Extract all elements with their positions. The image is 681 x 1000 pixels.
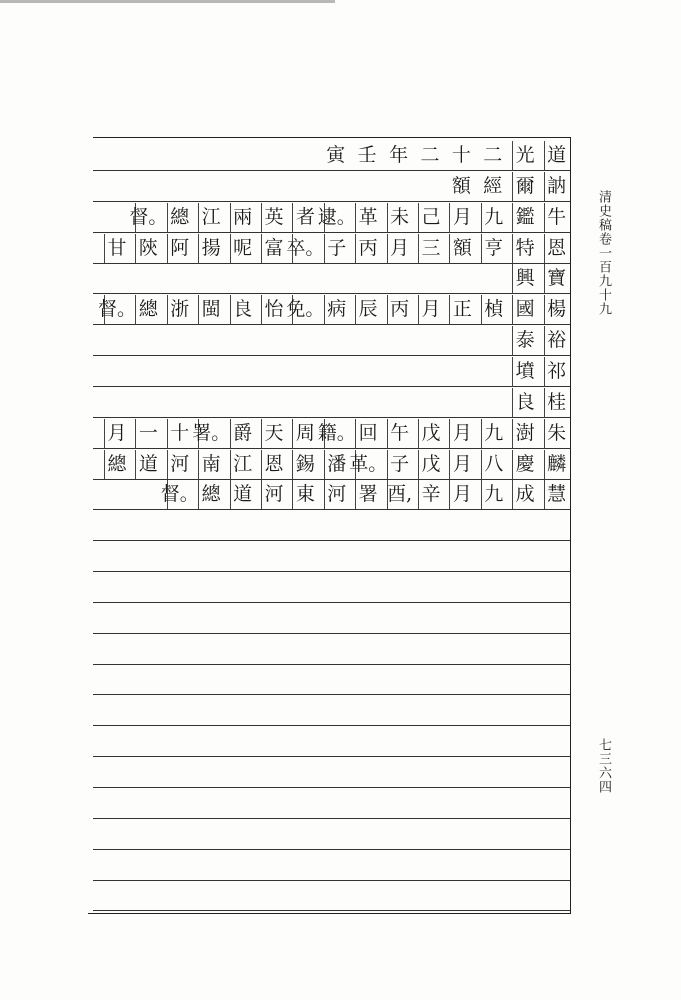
table-cell-char: 墳 (512, 357, 537, 386)
table-cell-char: 阿 (167, 234, 192, 263)
table-cell-char: 壬 (357, 144, 377, 166)
table-cell-char: 亨 (481, 234, 506, 263)
table-cell-char: 良 (512, 388, 537, 417)
table-row (93, 604, 571, 634)
table-cell-char: 祁 (544, 357, 569, 386)
table-row (93, 172, 571, 202)
page-number: 七三六四 (596, 738, 611, 794)
table-cell-char: 二 (483, 144, 503, 166)
table-cell-char: 酉, (387, 480, 412, 509)
table-cell-char: 籍。 (324, 419, 349, 448)
table-cell-char: 楊 (544, 295, 569, 324)
table-row (93, 450, 571, 480)
table-cell-char: 總 (167, 203, 192, 232)
table-cell-char: 富 (261, 234, 286, 263)
table-cell-char: 澍 (512, 419, 537, 448)
table-cell-char: 回 (355, 419, 380, 448)
table-cell-char: 八 (481, 450, 506, 479)
table-cell-char: 閩 (198, 295, 223, 324)
table-cell-char: 寅 (326, 144, 346, 166)
table-cell-char: 揚 (198, 234, 223, 263)
table-cell-char: 戊 (418, 450, 443, 479)
table-cell-char: 革 (355, 203, 380, 232)
table-cell-char: 正 (449, 295, 474, 324)
table-cell-char: 辰 (355, 295, 380, 324)
table-cell-char: 爾 (512, 172, 537, 201)
table-row (93, 573, 571, 603)
table-cell-char: 署 (355, 480, 380, 509)
table-cell-char: 道 (230, 480, 255, 509)
table-cell-char: 成 (512, 480, 537, 509)
table-cell-char: 者 (292, 203, 317, 232)
table-cell-char: 免。 (292, 295, 317, 324)
table-cell-char: 潘 (324, 450, 349, 479)
table-cell-char: 督。 (167, 480, 192, 509)
table-row (93, 326, 571, 356)
table-cell-char: 卒。 (292, 234, 317, 263)
table-cell-char: 麟 (544, 450, 569, 479)
table-cell-char: 丙 (355, 234, 380, 263)
table-cell-char: 朱 (544, 419, 569, 448)
table-cell-char: 己 (418, 203, 443, 232)
table-cell-char: 總 (135, 295, 160, 324)
table-row (93, 635, 571, 665)
table-cell-char: 道 (135, 450, 160, 479)
table-cell-char: 怡 (261, 295, 286, 324)
table-row (93, 820, 571, 850)
table-cell-char: 一 (135, 419, 160, 448)
table-cell-char: 月 (387, 234, 412, 263)
table-cell-char: 午 (387, 419, 412, 448)
table-cell-char: 桂 (544, 388, 569, 417)
table-cell-char: 二 (420, 144, 440, 166)
table-row (93, 419, 571, 449)
table-cell-char: 督。 (135, 203, 160, 232)
table-cell-char: 督。 (104, 295, 129, 324)
table-cell-char: 浙 (167, 295, 192, 324)
table-cell-char: 南 (198, 450, 223, 479)
table-cell-char: 道 (544, 141, 569, 170)
table-row (93, 295, 571, 325)
table-row (93, 881, 571, 911)
table-row (93, 234, 571, 264)
table-cell-char: 鑑 (512, 203, 537, 232)
table-cell-char: 革。 (355, 450, 380, 479)
table-cell-char: 寶 (544, 264, 569, 293)
table-cell-char: 國 (512, 295, 537, 324)
table-cell-char: 江 (230, 450, 255, 479)
table-cell-char: 月 (104, 419, 129, 448)
table-row (93, 665, 571, 695)
table-cell-char: 周 (292, 419, 317, 448)
table-cell-char: 月 (449, 419, 474, 448)
table-cell-char: 特 (512, 234, 537, 263)
table-cell-char: 恩 (544, 234, 569, 263)
table-cell-char: 楨 (481, 295, 506, 324)
table-row (93, 758, 571, 788)
table-cell-char: 良 (230, 295, 255, 324)
table-row (93, 141, 571, 171)
table-cell-char: 兩 (230, 203, 255, 232)
table-row (93, 264, 571, 294)
table-cell-char: 錫 (292, 450, 317, 479)
table-cell-char: 額 (449, 234, 474, 263)
running-title: 清史稿卷一百九十九 (596, 190, 611, 316)
table-cell-char: 三 (418, 234, 443, 263)
table-cell-char: 丙 (387, 295, 412, 324)
table-top-border (93, 137, 571, 138)
table-cell-char: 爵 (230, 419, 255, 448)
table-cell-char: 經 (483, 174, 503, 197)
table-cell-char: 子 (324, 234, 349, 263)
table-cell-char: 署。 (198, 419, 223, 448)
table-cell-char: 東 (292, 480, 317, 509)
table-row (93, 480, 571, 510)
table-cell-char: 陝 (135, 234, 160, 263)
table-cell-char: 總 (104, 450, 129, 479)
table-cell-char: 訥 (544, 172, 569, 201)
table-cell-char: 十 (167, 419, 192, 448)
table-cell-char: 辛 (418, 480, 443, 509)
table-cell-char: 牛 (544, 203, 569, 232)
table-cell-char: 月 (418, 295, 443, 324)
table-row (93, 388, 571, 418)
table-cell-char: 興 (512, 264, 537, 293)
table-cell-char: 未 (387, 203, 412, 232)
table-cell-char: 河 (324, 480, 349, 509)
table-row (93, 727, 571, 757)
table-cell-char: 慧 (544, 480, 569, 509)
table-cell-char: 恩 (261, 450, 286, 479)
table-bottom-border (88, 913, 571, 914)
table-row (93, 542, 571, 572)
table-row (93, 851, 571, 881)
table-cell-char: 英 (261, 203, 286, 232)
table-row (93, 511, 571, 541)
table-row (93, 696, 571, 726)
table-cell-char: 江 (198, 203, 223, 232)
table-cell-char: 病 (324, 295, 349, 324)
table-cell-char: 光 (512, 141, 537, 170)
table-cell-char: 呢 (230, 234, 255, 263)
table-cell-char: 裕 (544, 326, 569, 355)
table-cell-char: 河 (261, 480, 286, 509)
table-cell-char: 天 (261, 419, 286, 448)
table-cell-char: 總 (198, 480, 223, 509)
table-cell-char: 子 (387, 450, 412, 479)
table-cell-char: 十 (451, 144, 471, 166)
table-row (93, 357, 571, 387)
table-cell-char: 逮。 (324, 203, 349, 232)
page-top-edge (0, 0, 335, 3)
table-cell-char: 月 (449, 203, 474, 232)
table-right-border (570, 137, 571, 914)
table-cell-char: 河 (167, 450, 192, 479)
table-row (93, 203, 571, 233)
table-cell-char: 九 (481, 419, 506, 448)
table-cell-char: 額 (451, 174, 471, 197)
table-cell-char: 月 (449, 450, 474, 479)
table-cell-char: 甘 (104, 234, 129, 263)
table-cell-char: 九 (481, 480, 506, 509)
table-cell-char: 月 (449, 480, 474, 509)
table-cell-char: 戊 (418, 419, 443, 448)
table-cell-char: 九 (481, 203, 506, 232)
table-cell-char: 泰 (512, 326, 537, 355)
table-cell-char: 年 (389, 144, 409, 166)
table-row (93, 789, 571, 819)
table-cell-char: 慶 (512, 450, 537, 479)
